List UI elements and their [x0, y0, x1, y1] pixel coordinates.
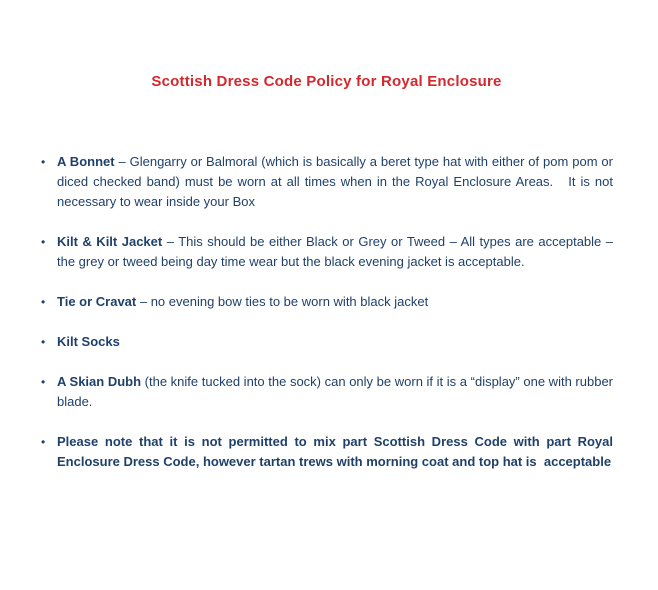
bullet-icon: • [41, 375, 46, 389]
bullet-lead: Kilt & Kilt Jacket [57, 234, 163, 249]
bullet-text [57, 234, 613, 269]
list-item [40, 432, 613, 472]
bullet-rest: (the knife tucked into the sock) can only be worn if it is a “display” one with rubber blade. [57, 374, 613, 409]
bullet-rest: – Glengarry or Balmoral (which is basically a beret type hat with either of pom pom or diced checked band) must be worn at all times when in the Royal Enclosure Areas. It is not necessary to wear inside your Box [57, 154, 613, 209]
bullet-lead: Please note that it is not permitted to mix part Scottish Dress Code with part Royal Enclosure Dress Code, however tartan trews with morning coat and top hat is acceptable [57, 434, 613, 469]
list-item [40, 292, 613, 312]
bullet-icon: • [41, 235, 46, 249]
bullet-text [57, 294, 428, 309]
bullet-text [57, 374, 613, 409]
bullet-text [57, 434, 613, 469]
bullet-icon: • [41, 435, 46, 449]
page-title: Scottish Dress Code Policy for Royal Enclosure [151, 73, 502, 90]
bullet-rest: – This should be either Black or Grey or Tweed – All types are acceptable – the grey or tweed being day time wear but the black evening jacket is acceptable. [57, 234, 613, 269]
bullet-lead: Tie or Cravat [57, 294, 137, 309]
list-item [40, 152, 613, 212]
bullet-lead: A Skian Dubh [57, 374, 142, 389]
bullet-icon: • [41, 295, 46, 309]
bullet-icon: • [41, 335, 46, 349]
bullet-list [40, 152, 613, 472]
bullet-icon: • [41, 155, 46, 169]
bullet-lead: A Bonnet [57, 154, 115, 169]
bullet-lead: Kilt Socks [57, 334, 120, 349]
bullet-text [57, 334, 120, 349]
list-item [40, 372, 613, 412]
list-item [40, 232, 613, 272]
bullet-rest: – no evening bow ties to be worn with black jacket [136, 294, 429, 309]
bullet-text [57, 154, 613, 209]
list-item [40, 332, 613, 352]
